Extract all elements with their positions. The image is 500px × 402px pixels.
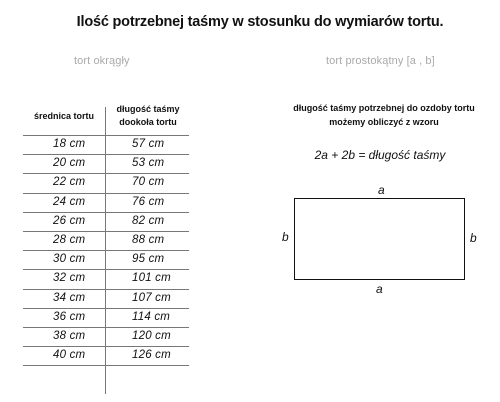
table-row-rule (23, 154, 189, 155)
length-cell: 70 cm (132, 176, 165, 189)
length-cell: 57 cm (132, 138, 165, 150)
table-row-rule (23, 327, 189, 328)
diameter-cell: 34 cm (53, 291, 86, 304)
length-cell: 120 cm (132, 330, 171, 342)
cake-rectangle-diagram (294, 198, 465, 280)
formula: 2a + 2b = długość taśmy (314, 148, 446, 162)
diameter-cell: 20 cm (53, 157, 86, 170)
length-cell: 107 cm (132, 291, 171, 304)
length-cell: 114 cm (132, 310, 171, 323)
diameter-cell: 40 cm (53, 349, 86, 362)
side-a-top-label: a (378, 183, 385, 197)
diameter-cell: 22 cm (53, 176, 86, 189)
length-cell: 82 cm (132, 214, 165, 227)
length-cell: 101 cm (132, 272, 171, 285)
table-row-rule (23, 308, 189, 309)
side-b-right-label: b (470, 231, 477, 245)
table-row-rule (23, 173, 189, 174)
formula-description-line2: możemy obliczyć z wzoru (329, 117, 439, 127)
diameter-cell: 26 cm (53, 214, 86, 227)
table-row-rule (23, 212, 189, 213)
page-title: Ilość potrzebnej taśmy w stosunku do wymiarów tortu. (76, 14, 444, 30)
side-a-bottom-label: a (376, 282, 383, 296)
formula-description-line1: długość taśmy potrzebnej do ozdoby tortu (293, 103, 475, 113)
table-header-length-line2: dookoła tortu (119, 117, 177, 127)
table-row-rule (23, 250, 189, 251)
length-cell: 53 cm (132, 157, 165, 170)
table-header-length-line1: długość taśmy (116, 104, 180, 114)
round-cake-subtitle: tort okrągły (74, 55, 130, 67)
formula-description (278, 101, 490, 129)
length-cell: 76 cm (132, 195, 165, 208)
diameter-cell: 18 cm (53, 138, 86, 150)
diameter-cell: 36 cm (53, 310, 86, 323)
table-header-rule (23, 135, 189, 136)
diameter-cell: 24 cm (53, 195, 86, 208)
diameter-cell: 38 cm (53, 330, 86, 342)
table-row-rule (23, 346, 189, 347)
side-b-left-label: b (282, 230, 289, 244)
table-header-length (106, 103, 190, 129)
rectangular-cake-subtitle: tort prostokątny [a , b] (326, 55, 435, 67)
table-row-rule (23, 231, 189, 232)
table-header-diameter: średnica tortu (33, 111, 94, 121)
length-cell: 126 cm (132, 349, 171, 362)
table-row-rule (23, 289, 189, 290)
table-row-rule (23, 365, 189, 366)
diameter-cell: 32 cm (53, 272, 86, 285)
diameter-cell: 30 cm (53, 253, 86, 266)
table-row-rule (23, 193, 189, 194)
length-cell: 88 cm (132, 234, 165, 246)
table-row-rule (23, 269, 189, 270)
diameter-cell: 28 cm (53, 234, 86, 246)
length-cell: 95 cm (132, 253, 165, 266)
